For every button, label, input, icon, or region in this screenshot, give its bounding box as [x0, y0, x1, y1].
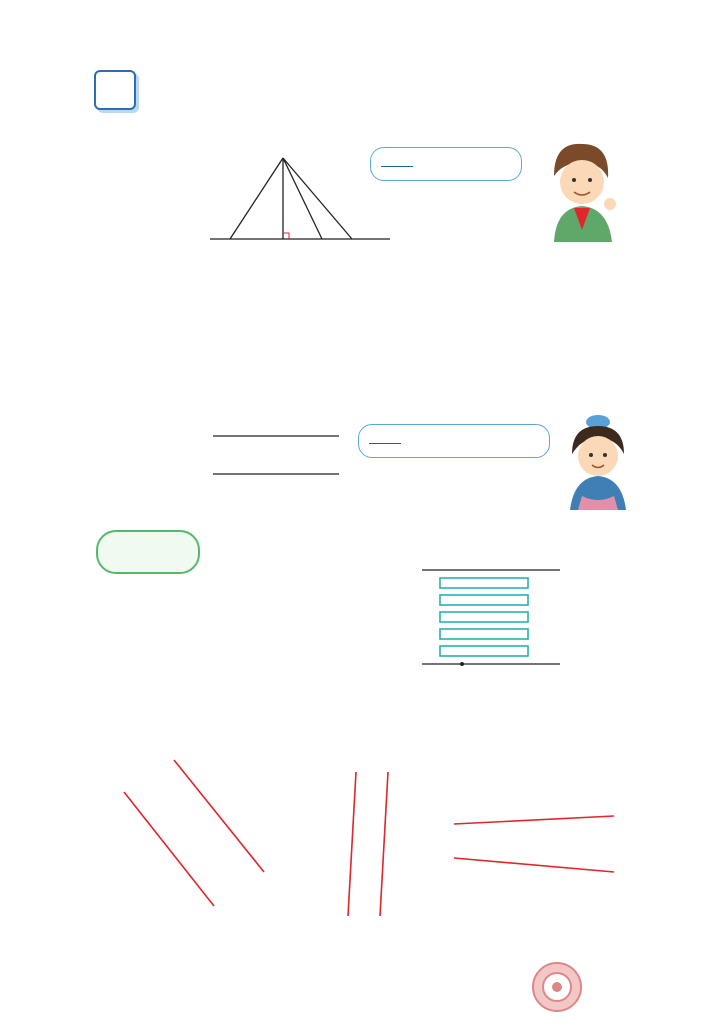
watermark-logo [530, 960, 584, 1014]
crosswalk-stripes [440, 578, 528, 656]
boy-hand [604, 198, 616, 210]
crosswalk-figure [418, 562, 564, 688]
red-line-b [380, 772, 388, 916]
red-line-a [454, 816, 614, 824]
red-line-a [348, 772, 356, 916]
segment-middle [283, 158, 322, 239]
answer-blank [381, 154, 413, 167]
hint-bubble-shortest [370, 147, 522, 181]
crosswalk-stripe [440, 595, 528, 605]
hatched-lines-figure [330, 750, 410, 920]
answer-blank-2 [369, 431, 401, 444]
point-a-dot [460, 662, 464, 666]
crosswalk-stripe [440, 612, 528, 622]
segment-right [283, 158, 352, 239]
girl-illustration [564, 414, 632, 510]
right-angle-mark [283, 233, 289, 239]
red-line-a [124, 792, 214, 906]
boy-face [560, 160, 604, 204]
diamond-string-art-figure [450, 786, 622, 890]
bubble2-line2 [369, 431, 539, 451]
red-line-b [454, 858, 614, 872]
boy-illustration [540, 138, 620, 242]
parallel-lines-figure [205, 410, 345, 496]
hint-bubble-parallel [358, 424, 550, 458]
practice-title-tag [96, 530, 200, 574]
girl-face [578, 436, 618, 476]
crosswalk-stripe [440, 646, 528, 656]
example-number-badge [94, 70, 136, 110]
crosswalk-stripe [440, 629, 528, 639]
radial-lines-figure [110, 752, 280, 920]
segment-left [230, 158, 283, 239]
red-line-b [174, 760, 264, 872]
crosswalk-stripe [440, 578, 528, 588]
